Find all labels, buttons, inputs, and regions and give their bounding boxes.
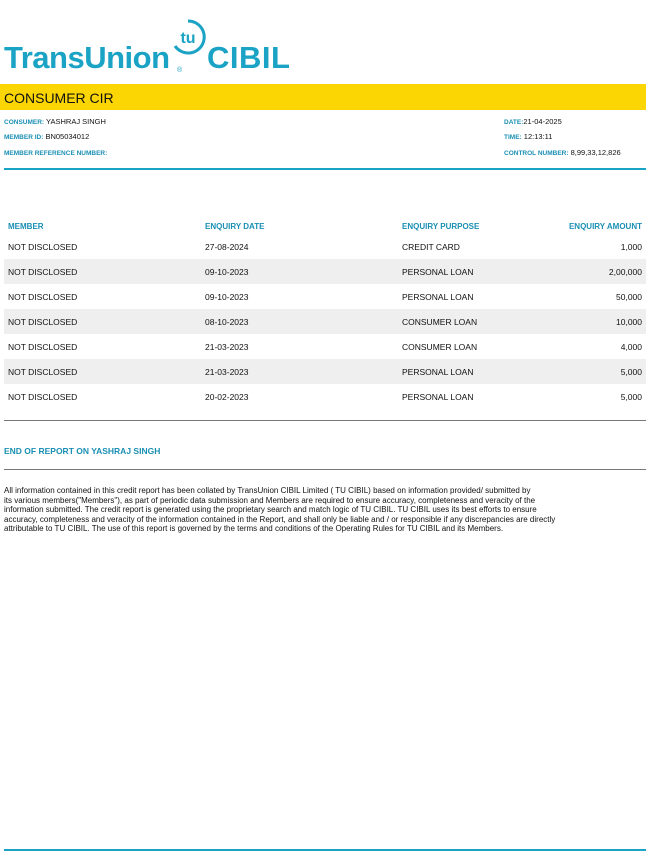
brand-name-cibil: CIBIL bbox=[207, 40, 291, 75]
column-header-enquiry-purpose: ENQUIRY PURPOSE bbox=[402, 221, 480, 231]
cell-enquiry-purpose: PERSONAL LOAN bbox=[398, 259, 546, 284]
cell-enquiry-purpose: PERSONAL LOAN bbox=[402, 391, 474, 402]
disclaimer-line: attributable to TU CIBIL. The use of this report is governed by the terms and conditions of the Operating Rules for TU CIBIL and its Members. bbox=[4, 524, 504, 534]
cell-member: NOT DISCLOSED bbox=[8, 241, 78, 252]
cell-enquiry-purpose: PERSONAL LOAN bbox=[402, 291, 474, 302]
column-header-member: MEMBER bbox=[8, 221, 44, 231]
cell-enquiry-amount: 2,00,000 bbox=[546, 259, 646, 284]
disclaimer-line: accuracy, completeness and veracity of the information contained in the Report, and shall only be liable and / or responsible if any discrepancies are directly bbox=[4, 514, 556, 524]
cell-member: NOT DISCLOSED bbox=[8, 341, 78, 352]
date-label: DATE: bbox=[504, 119, 524, 126]
control-number-row bbox=[504, 148, 621, 159]
footer-divider bbox=[4, 849, 646, 851]
cell-enquiry-amount: 5,000 bbox=[620, 391, 642, 402]
table-row bbox=[4, 259, 646, 284]
cell-enquiry-date: 08-10-2023 bbox=[201, 309, 398, 334]
brand-name-transunion: TransUnion bbox=[4, 40, 170, 75]
column-header-enquiry-amount: ENQUIRY AMOUNT bbox=[568, 221, 642, 231]
control-number-value: 8,99,33,12,826 bbox=[570, 148, 621, 157]
cell-member: NOT DISCLOSED bbox=[4, 259, 201, 284]
table-header-row bbox=[4, 218, 646, 234]
cell-enquiry-date: 20-02-2023 bbox=[205, 391, 249, 402]
cell-enquiry-date: 21-03-2023 bbox=[201, 359, 398, 384]
tu-badge-text: tu bbox=[180, 30, 196, 47]
cell-enquiry-purpose: CONSUMER LOAN bbox=[402, 341, 478, 352]
time-label: TIME: bbox=[504, 134, 522, 141]
member-id-value: BN05034012 bbox=[45, 132, 90, 141]
header-divider bbox=[4, 168, 646, 170]
cell-enquiry-date: 27-08-2024 bbox=[205, 241, 249, 252]
table-row bbox=[4, 309, 646, 334]
disclaimer bbox=[4, 486, 648, 534]
control-number-label: CONTROL NUMBER: bbox=[504, 150, 569, 157]
cell-enquiry-amount: 4,000 bbox=[620, 341, 642, 352]
time-row bbox=[504, 132, 552, 143]
cell-member: NOT DISCLOSED bbox=[4, 359, 201, 384]
cell-enquiry-amount: 1,000 bbox=[620, 241, 642, 252]
cell-enquiry-purpose: CREDIT CARD bbox=[402, 241, 460, 252]
disclaimer-line: information submitted. The credit report is generated using the proprietary search and match logic of TU CIBIL. TU CIBIL uses its best efforts to ensure bbox=[4, 505, 537, 515]
brand-logo bbox=[4, 14, 664, 80]
table-row bbox=[4, 359, 646, 384]
table-row bbox=[4, 334, 646, 359]
cell-enquiry-date: 09-10-2023 bbox=[205, 291, 249, 302]
cell-member: NOT DISCLOSED bbox=[8, 291, 78, 302]
consumer-value: YASHRAJ SINGH bbox=[46, 117, 106, 126]
disclaimer-line: its various members("Members"), as part of periodic data submission and Members are required to ensure accuracy, completeness and veracity of the bbox=[4, 495, 536, 505]
column-header-enquiry-date: ENQUIRY DATE bbox=[205, 221, 265, 231]
cell-enquiry-purpose: PERSONAL LOAN bbox=[398, 359, 546, 384]
enquiry-table bbox=[4, 218, 646, 409]
time-value: 12:13:11 bbox=[523, 132, 553, 141]
registered-mark: ® bbox=[177, 67, 183, 74]
cell-enquiry-purpose: CONSUMER LOAN bbox=[398, 309, 546, 334]
date-row bbox=[504, 117, 562, 128]
report-title-banner bbox=[0, 84, 646, 110]
cell-member: NOT DISCLOSED bbox=[8, 391, 78, 402]
member-reference-row bbox=[4, 148, 107, 159]
member-id-label: MEMBER ID: bbox=[4, 134, 44, 141]
table-bottom-divider bbox=[4, 420, 646, 421]
cell-enquiry-amount: 5,000 bbox=[546, 359, 646, 384]
member-id-row bbox=[4, 132, 89, 143]
disclaimer-line: All information contained in this credit report has been collated by TransUnion CIBIL Limited ( TU CIBIL) based on information provided/ submitted by bbox=[4, 486, 531, 495]
end-of-report-text: END OF REPORT ON YASHRAJ SINGH bbox=[4, 446, 161, 456]
member-reference-label: MEMBER REFERENCE NUMBER: bbox=[4, 150, 108, 157]
end-report-divider bbox=[4, 469, 646, 470]
table-row bbox=[4, 234, 646, 259]
cell-member: NOT DISCLOSED bbox=[4, 309, 201, 334]
table-row bbox=[4, 384, 646, 409]
tu-logo-icon bbox=[169, 18, 207, 56]
consumer-row bbox=[4, 117, 106, 128]
consumer-label: CONSUMER: bbox=[4, 119, 45, 126]
cell-enquiry-amount: 10,000 bbox=[546, 309, 646, 334]
date-value: 21-04-2025 bbox=[523, 117, 562, 126]
report-title: CONSUMER CIR bbox=[4, 90, 114, 106]
table-row bbox=[4, 284, 646, 309]
cell-enquiry-date: 21-03-2023 bbox=[205, 341, 249, 352]
cell-enquiry-date: 09-10-2023 bbox=[201, 259, 398, 284]
cell-enquiry-amount: 50,000 bbox=[616, 291, 642, 302]
